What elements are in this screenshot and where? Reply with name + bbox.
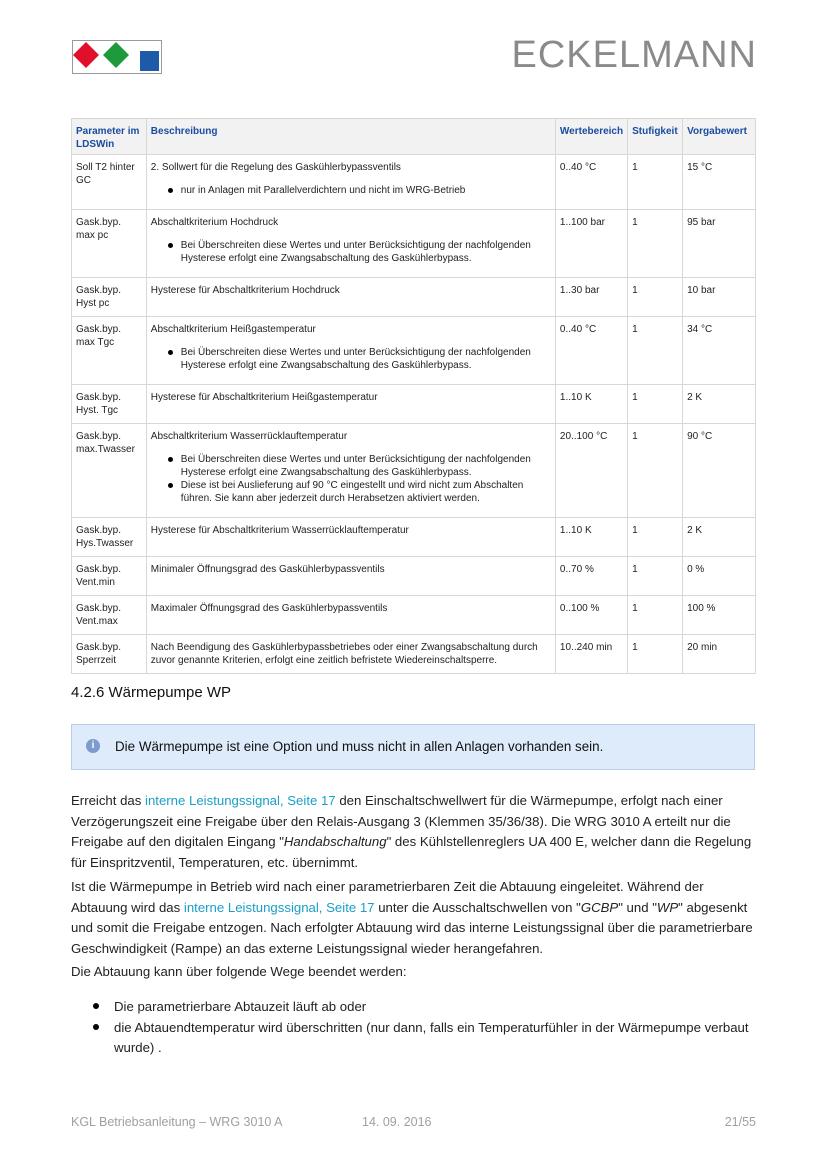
description-text: Abschaltkriterium Wasserrücklauftemperatur xyxy=(150,431,348,442)
list-item: Die parametrierbare Abtauzeit läuft ab oder xyxy=(71,997,761,1018)
cell-description xyxy=(146,635,555,674)
cell-step: 1 xyxy=(628,278,683,317)
section-heading: 4.2.6 Wärmepumpe WP xyxy=(71,684,232,701)
table-body xyxy=(72,155,756,674)
description-bullets xyxy=(151,346,551,372)
column-header-description: Beschreibung xyxy=(146,119,555,155)
emphasis-text: Handabschaltung xyxy=(283,834,387,849)
cell-default: 100 % xyxy=(683,596,756,635)
table-row xyxy=(72,635,756,674)
cell-parameter: Gask.byp. max pc xyxy=(72,210,147,278)
list-item: Bei Überschreiten diese Wertes und unter Berücksichtigung der nachfolgenden Hysterese erfolgt eine Zwangsabschaltung des Gaskühlerbypass. xyxy=(181,239,551,265)
cell-default: 15 °C xyxy=(683,155,756,210)
table-row xyxy=(72,385,756,424)
table-row xyxy=(72,317,756,385)
cell-default: 2 K xyxy=(683,385,756,424)
cell-range: 0..40 °C xyxy=(555,317,627,385)
description-text: Maximaler Öffnungsgrad des Gaskühlerbypassventils xyxy=(150,603,388,614)
list-item: nur in Anlagen mit Parallelverdichtern und nicht im WRG-Betrieb xyxy=(181,184,551,197)
cell-range: 0..70 % xyxy=(555,557,627,596)
cell-description xyxy=(146,596,555,635)
cell-description xyxy=(146,518,555,557)
table-row xyxy=(72,518,756,557)
cell-step: 1 xyxy=(628,596,683,635)
link-internal-signal[interactable]: interne Leistungssignal, Seite 17 xyxy=(183,899,375,915)
list-item: Diese ist bei Auslieferung auf 90 °C eingestellt und wird nicht zum Abschalten führen. Sie kann aber jederzeit durch Herabsetzen aktiviert werden. xyxy=(181,479,551,505)
emphasis-text: GCBP xyxy=(580,899,619,915)
cell-parameter: Gask.byp. Vent.max xyxy=(72,596,147,635)
cell-range: 1..10 K xyxy=(555,518,627,557)
cell-description xyxy=(146,385,555,424)
description-text: Abschaltkriterium Heißgastemperatur xyxy=(150,324,316,335)
paragraph-text: Erreicht das xyxy=(71,793,146,808)
list-item: die Abtauendtemperatur wird überschritten (nur dann, falls ein Temperaturfühler in der Wärmepumpe verbaut wurde) . xyxy=(71,1018,761,1059)
column-header-default: Vorgabewert xyxy=(683,119,756,155)
cell-default: 2 K xyxy=(683,518,756,557)
parameter-table xyxy=(71,118,756,674)
column-header-parameter: Parameter im LDSWin xyxy=(72,119,147,155)
cell-description xyxy=(146,155,555,210)
cell-description xyxy=(146,210,555,278)
list-item: Bei Überschreiten diese Wertes und unter Berücksichtigung der nachfolgenden Hysterese erfolgt eine Zwangsabschaltung des Gaskühlerbypass. xyxy=(181,346,551,372)
paragraph-2 xyxy=(71,877,761,959)
cell-range: 1..100 bar xyxy=(555,210,627,278)
cell-parameter: Gask.byp. max Tgc xyxy=(72,317,147,385)
emphasis-text: WP xyxy=(656,899,679,915)
cell-step: 1 xyxy=(628,424,683,518)
cell-range: 1..10 K xyxy=(555,385,627,424)
paragraph-1 xyxy=(71,791,761,873)
cell-parameter: Gask.byp. Vent.min xyxy=(72,557,147,596)
cell-parameter: Gask.byp. max.Twasser xyxy=(72,424,147,518)
cell-description xyxy=(146,424,555,518)
link-internal-signal[interactable]: interne Leistungssignal, Seite 17 xyxy=(145,793,336,808)
paragraph-text: " des Kühlstellenreglers UA 400 E, welcher dann die Regelung für Einspritzventil, Temperaturen, etc. übernimmt. xyxy=(71,834,752,870)
column-header-range: Wertebereich xyxy=(555,119,627,155)
cell-range: 0..40 °C xyxy=(555,155,627,210)
description-text: Hysterese für Abschaltkriterium Wasserrücklauftemperatur xyxy=(150,525,409,536)
paragraph-text: den Einschaltschwellwert für die Wärmepumpe, erfolgt nach einer Verzögerungszeit eine Freigabe über den Relais-Ausgang 3 (Klemmen 35/36/38). Die WRG 3010 A erteilt nur die Freigabe auf den digitalen Eingang " xyxy=(71,793,731,849)
cell-default: 90 °C xyxy=(683,424,756,518)
table-row xyxy=(72,557,756,596)
table-row xyxy=(72,210,756,278)
paragraph-text: unter die Ausschaltschwellen von " xyxy=(374,899,581,915)
info-note xyxy=(71,724,755,770)
cell-step: 1 xyxy=(628,385,683,424)
cell-range: 20..100 °C xyxy=(555,424,627,518)
brand-wordmark: ECKELMANN xyxy=(511,34,757,76)
cell-step: 1 xyxy=(628,518,683,557)
paragraph-3: Die Abtauung kann über folgende Wege beendet werden: xyxy=(71,964,407,979)
footer-page-number: 21/55 xyxy=(724,1115,756,1129)
table-row xyxy=(72,424,756,518)
cell-step: 1 xyxy=(628,155,683,210)
cell-parameter: Gask.byp. Hyst pc xyxy=(72,278,147,317)
cell-range: 1..30 bar xyxy=(555,278,627,317)
bullet-list xyxy=(71,997,761,1059)
cell-description xyxy=(146,557,555,596)
cell-default: 0 % xyxy=(683,557,756,596)
description-text: Hysterese für Abschaltkriterium Heißgastemperatur xyxy=(150,392,378,403)
cell-parameter: Gask.byp. Hys.Twasser xyxy=(72,518,147,557)
cell-step: 1 xyxy=(628,210,683,278)
description-text: Nach Beendigung des Gaskühlerbypassbetriebes oder einer Zwangsabschaltung durch zuvor genannte Kriterien, erfolgt eine zeitlich befristete Wiedereinschaltsperre. xyxy=(150,642,538,666)
footer-date: 14. 09. 2016 xyxy=(362,1115,432,1129)
cell-range: 10..240 min xyxy=(555,635,627,674)
description-bullets xyxy=(151,453,551,505)
cell-step: 1 xyxy=(628,317,683,385)
cell-step: 1 xyxy=(628,557,683,596)
cell-parameter: Gask.byp. Hyst. Tgc xyxy=(72,385,147,424)
description-bullets xyxy=(151,184,551,197)
column-header-step: Stufigkeit xyxy=(628,119,683,155)
list-item: Bei Überschreiten diese Wertes und unter Berücksichtigung der nachfolgenden Hysterese erfolgt eine Zwangsabschaltung des Gaskühlerbypass. xyxy=(181,453,551,479)
eckelmann-logo xyxy=(72,40,162,74)
cell-default: 95 bar xyxy=(683,210,756,278)
cell-default: 34 °C xyxy=(683,317,756,385)
cell-default: 20 min xyxy=(683,635,756,674)
paragraph-text: " abgesenkt und somit die Freigabe entzogen. Nach erfolgter Abtauung wird das interne Leistungssignal über die parametrierbare Geschwindigkeit (Rampe) an das externe Leistungssignal wieder herangefahren. xyxy=(71,899,753,956)
footer-document-title: KGL Betriebsanleitung – WRG 3010 A xyxy=(71,1115,283,1129)
description-text: Minimaler Öffnungsgrad des Gaskühlerbypassventils xyxy=(150,564,385,575)
cell-description xyxy=(146,317,555,385)
table-header-row xyxy=(72,119,756,155)
cell-default: 10 bar xyxy=(683,278,756,317)
cell-parameter: Gask.byp. Sperrzeit xyxy=(72,635,147,674)
description-text: Hysterese für Abschaltkriterium Hochdruck xyxy=(150,285,340,296)
info-icon: i xyxy=(86,739,100,753)
description-text: Abschaltkriterium Hochdruck xyxy=(150,217,279,228)
description-text: 2. Sollwert für die Regelung des Gaskühlerbypassventils xyxy=(150,162,401,173)
description-bullets xyxy=(151,239,551,265)
info-note-text: Die Wärmepumpe ist eine Option und muss nicht in allen Anlagen vorhanden sein. xyxy=(115,739,604,754)
cell-parameter: Soll T2 hinter GC xyxy=(72,155,147,210)
table-row xyxy=(72,596,756,635)
cell-step: 1 xyxy=(628,635,683,674)
paragraph-text: " und " xyxy=(618,899,657,915)
cell-range: 0..100 % xyxy=(555,596,627,635)
table-row xyxy=(72,278,756,317)
cell-description xyxy=(146,278,555,317)
table-row xyxy=(72,155,756,210)
paragraph-text: Ist die Wärmepumpe in Betrieb wird nach einer parametrierbaren Zeit die Abtauung eingeleitet. Während der Abtauung wird das xyxy=(71,879,704,915)
